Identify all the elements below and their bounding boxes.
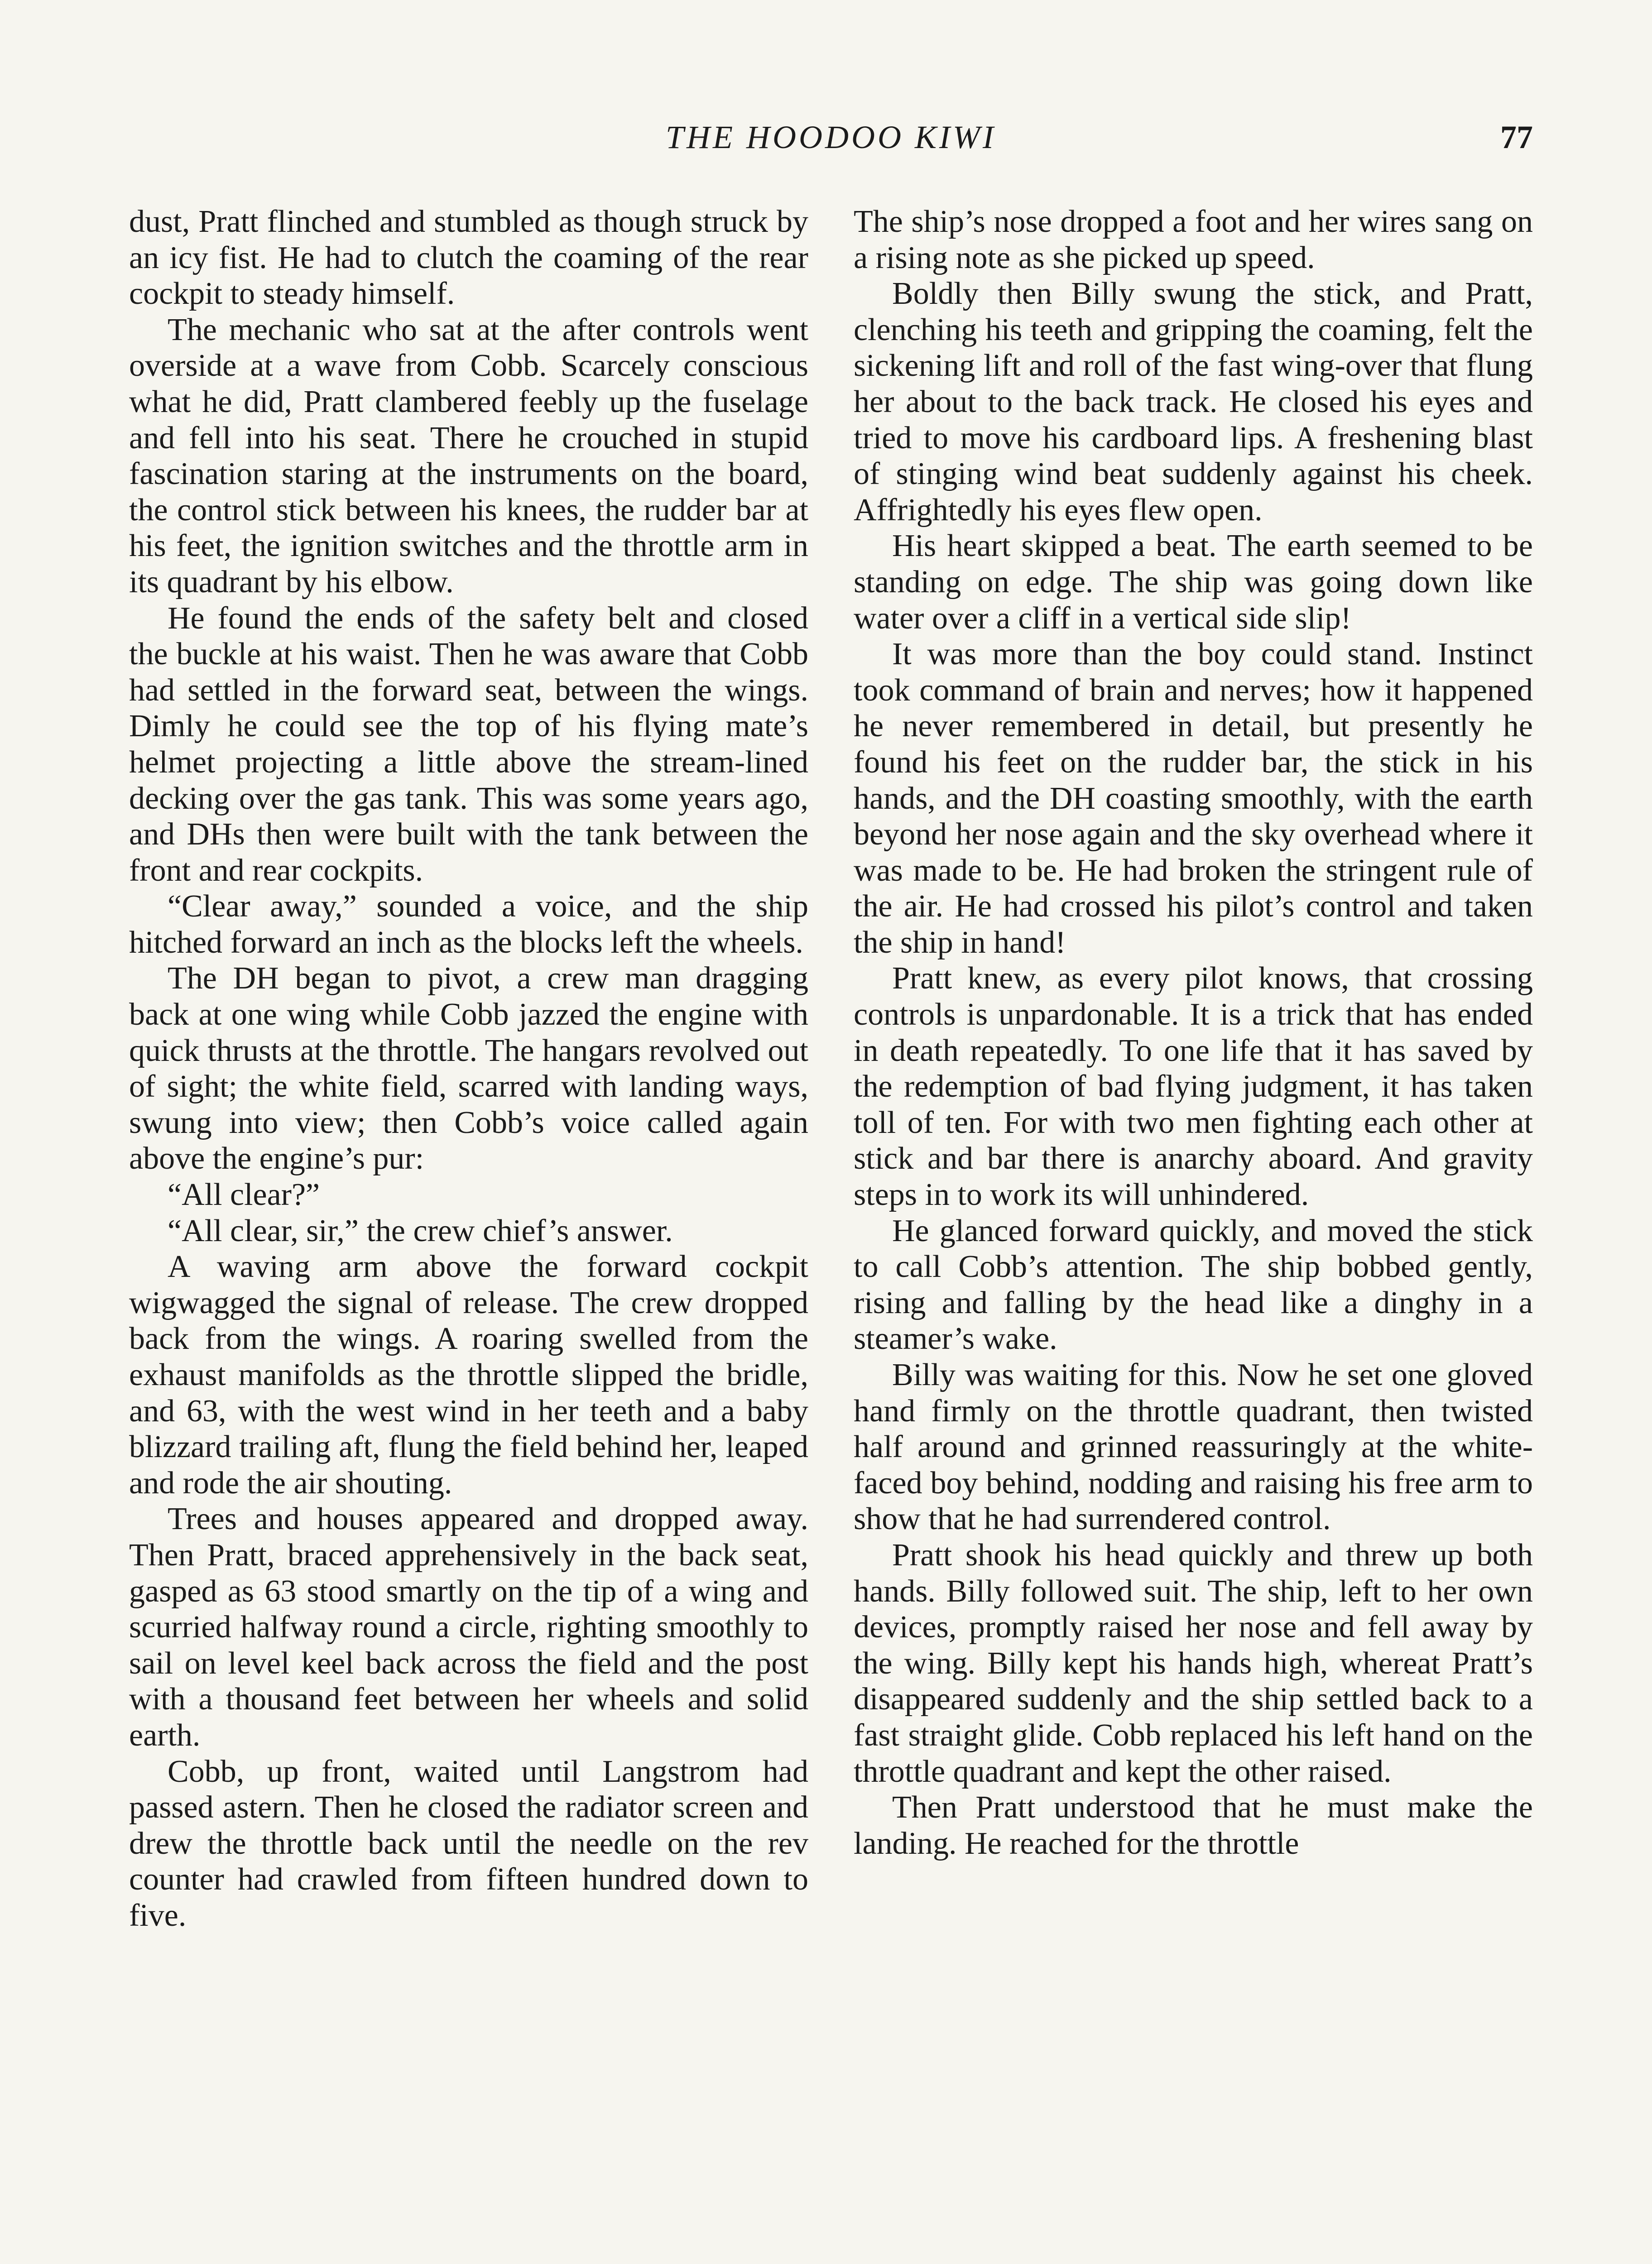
paragraph: He found the ends of the safety belt and closed the buckle at his waist. Then he was aware that Cobb had settled in the forward seat, between the wings. Dimly he could see the top of his flying mate’s helmet projecting a little above the stream-lined decking over the gas tank. This was some years ago, and DHs then were built with the tank between the front and rear cockpits. xyxy=(129,600,808,888)
paragraph: Pratt knew, as every pilot knows, that crossing controls is unpardonable. It is a trick that has ended in death repeatedly. To one life that it has saved by the redemption of bad flying judgment, it has taken toll of ten. For with two men fighting each other at stick and bar there is anarchy aboard. And gravity steps in to work its will unhindered. xyxy=(854,961,1533,1213)
page-header xyxy=(129,119,1533,168)
paragraph: “All clear?” xyxy=(168,1177,320,1213)
paragraph: Trees and houses appeared and dropped away. Then Pratt, braced apprehensively in the back seat, gasped as 63 stood smartly on the tip of a wing and scurried halfway round a circle, righting smoothly to sail on level keel back across the field and the post with a thousand feet between her wheels and solid earth. xyxy=(129,1501,808,1753)
paragraph: Pratt shook his head quickly and threw up both hands. Billy followed suit. The ship, left to her own devices, promptly raised her nose and fell away by the wing. Billy kept his hands high, whereat Pratt’s disappeared suddenly and the ship settled back to a fast straight glide. Cobb replaced his left hand on the throttle quadrant and kept the other raised. xyxy=(854,1537,1533,1789)
paragraph: The mechanic who sat at the after controls went overside at a wave from Cobb. Scarcely conscious what he did, Pratt clambered feebly up the fuselage and fell into his seat. There he crouched in stupid fascination staring at the instruments on the board, the control stick between his knees, the rudder bar at his feet, the ignition switches and the throttle arm in its quadrant by his elbow. xyxy=(129,312,808,600)
paragraph: His heart skipped a beat. The earth seemed to be standing on edge. The ship was going down like water over a cliff in a vertical side slip! xyxy=(854,528,1533,636)
paragraph: The DH began to pivot, a crew man dragging back at one wing while Cobb jazzed the engine with quick thrusts at the throttle. The hangars revolved out of sight; the white field, scarred with landing ways, swung into view; then Cobb’s voice called again above the engine’s pur: xyxy=(129,961,808,1176)
paragraph: dust, Pratt flinched and stumbled as though struck by an icy fist. He had to clutch the coaming of the rear cockpit to steady himself. xyxy=(129,204,808,312)
paragraph: Billy was waiting for this. Now he set one gloved hand firmly on the throttle quadrant, then twisted half around and grinned reassuringly at the white-faced boy behind, nodding and raising his free arm to show that he had surrendered control. xyxy=(854,1357,1533,1537)
running-title: THE HOODOO KIWI xyxy=(666,119,996,155)
paragraph: “Clear away,” sounded a voice, and the ship hitched forward an inch as the blocks left the wheels. xyxy=(129,889,808,960)
paragraph: The ship’s nose dropped a foot and her wires sang on a rising note as she picked up speed. xyxy=(854,204,1533,275)
paragraph: Boldly then Billy swung the stick, and Pratt, clenching his teeth and gripping the coaming, felt the sickening lift and roll of the fast wing-over that flung her about to the back track. He closed his eyes and tried to move his cardboard lips. A freshening blast of stinging wind beat suddenly against his cheek. Affrightedly his eyes flew open. xyxy=(854,276,1533,528)
right-column xyxy=(854,204,1533,1861)
page-number: 77 xyxy=(1500,119,1533,155)
paragraph: A waving arm above the forward cockpit wigwagged the signal of release. The crew dropped back from the wings. A roaring swelled from the exhaust manifolds as the throttle slipped the bridle, and 63, with the west wind in her teeth and a baby blizzard trailing aft, flung the field behind her, leaped and rode the air shouting. xyxy=(129,1249,808,1501)
left-column xyxy=(129,204,808,1934)
paragraph: Then Pratt understood that he must make the landing. He reached for the throttle xyxy=(854,1790,1533,1861)
paragraph: Cobb, up front, waited until Langstrom had passed astern. Then he closed the radiator screen and drew the throttle back until the needle on the rev counter had crawled from fifteen hundred down to five. xyxy=(129,1754,808,1933)
paragraph: He glanced forward quickly, and moved the stick to call Cobb’s attention. The ship bobbed gently, rising and falling by the head like a dinghy in a steamer’s wake. xyxy=(854,1213,1533,1357)
paragraph: It was more than the boy could stand. Instinct took command of brain and nerves; how it happened he never remembered in detail, but presently he found his feet on the rudder bar, the stick in his hands, and the DH coasting smoothly, with the earth beyond her nose again and the sky overhead where it was made to be. He had broken the stringent rule of the air. He had crossed his pilot’s control and taken the ship in hand! xyxy=(854,637,1533,960)
paragraph: “All clear, sir,” the crew chief’s answer. xyxy=(168,1213,673,1248)
